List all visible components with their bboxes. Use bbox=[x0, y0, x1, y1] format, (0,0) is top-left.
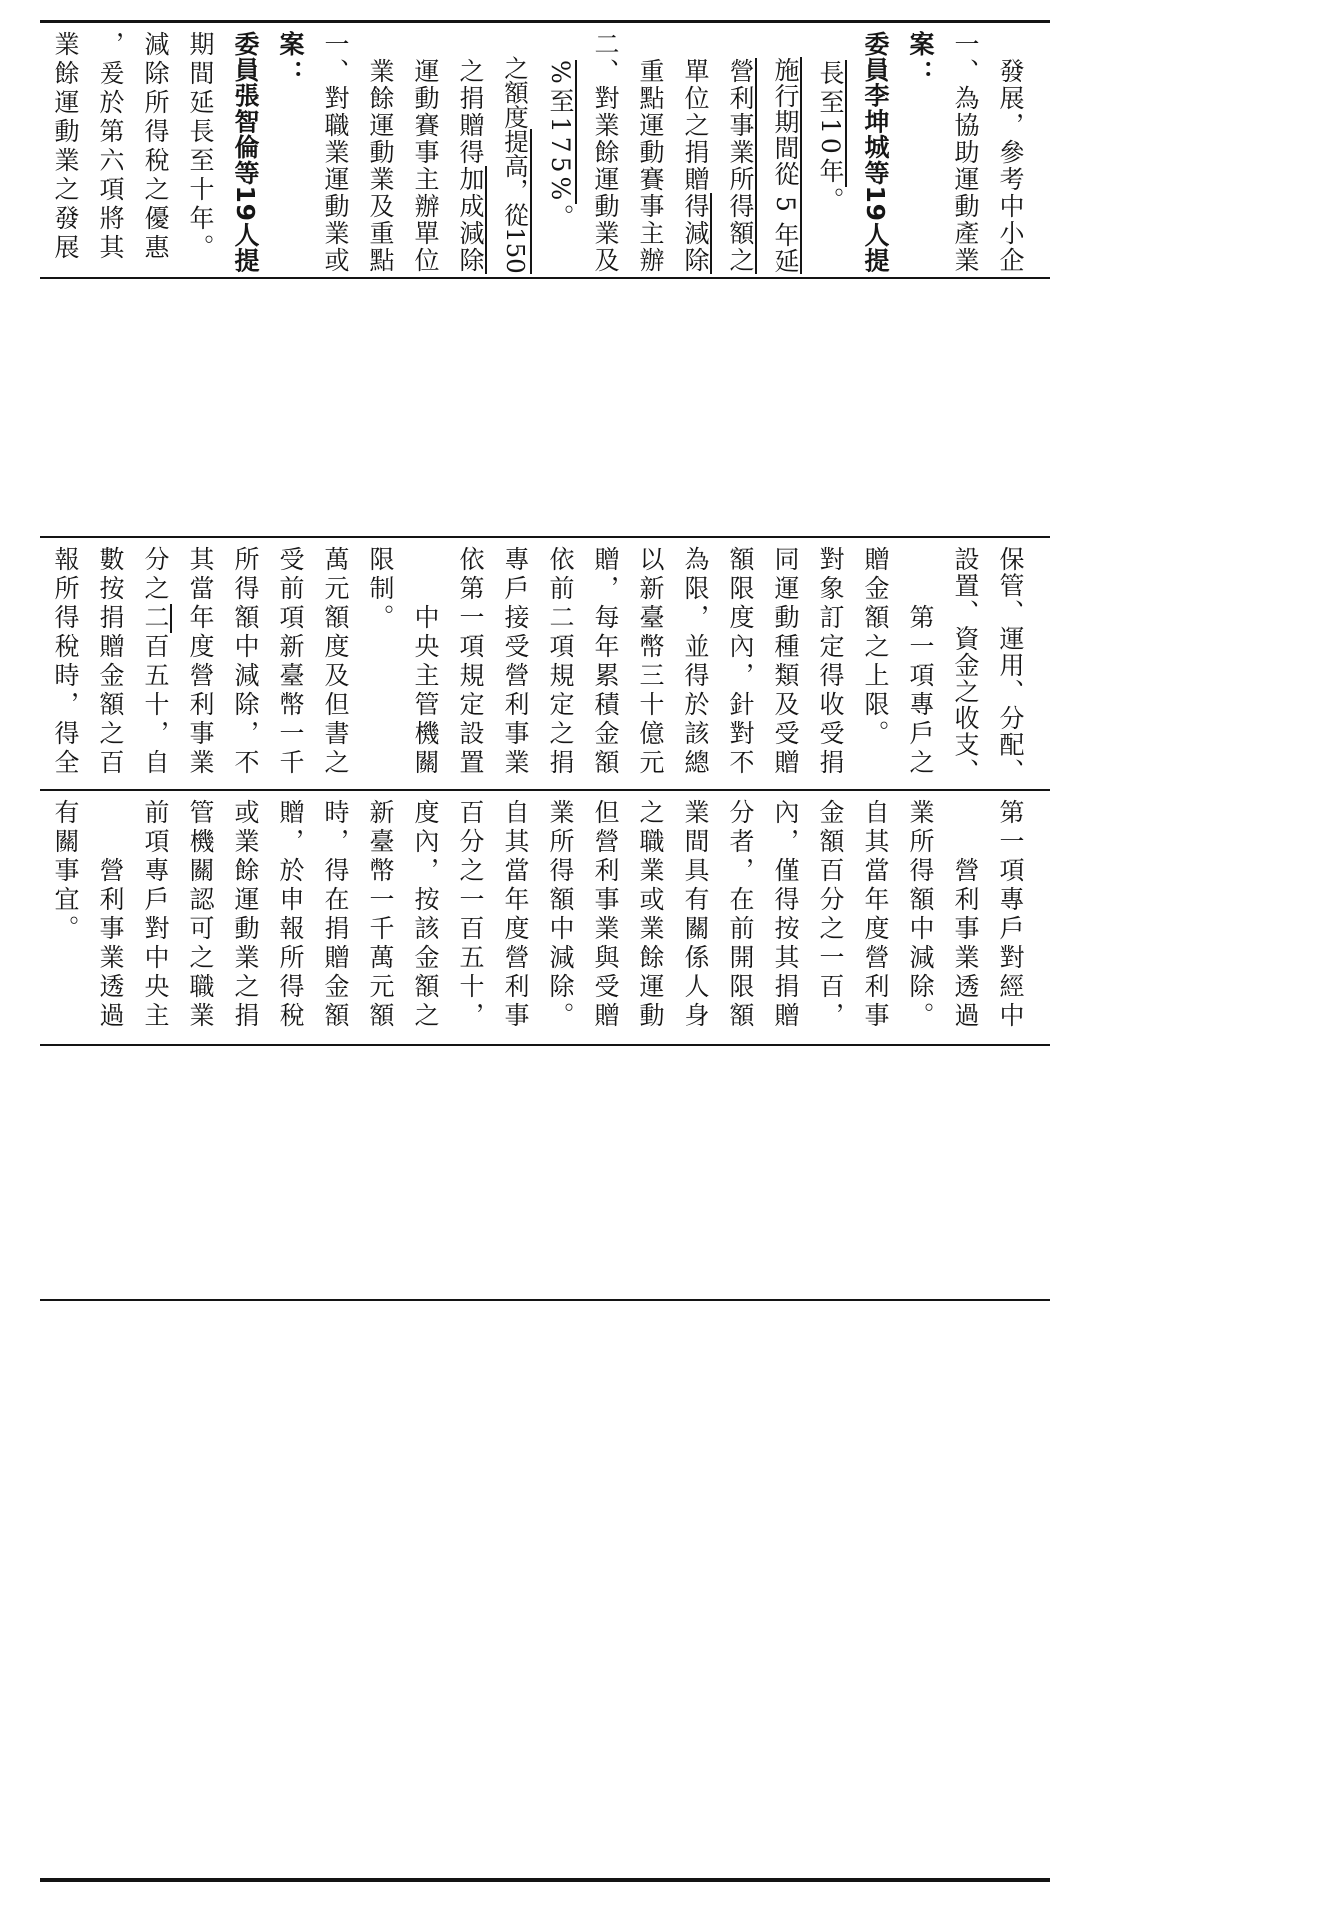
text-line bbox=[628, 546, 673, 786]
text-line-content bbox=[726, 31, 757, 274]
text-line bbox=[538, 546, 583, 786]
body-text: 度內，按該金額之 bbox=[411, 799, 440, 1031]
text-line-content bbox=[681, 31, 712, 274]
text-line bbox=[268, 546, 313, 786]
body-text: 限制。 bbox=[366, 546, 395, 633]
underlined-text: 得減除 bbox=[681, 193, 710, 274]
text-line-content bbox=[501, 799, 530, 1031]
text-line bbox=[358, 799, 403, 1042]
text-line-content bbox=[861, 546, 890, 749]
text-line-content bbox=[951, 31, 980, 274]
text-line bbox=[493, 31, 538, 274]
text-line-content bbox=[96, 31, 125, 263]
body-text: 贈，每年累積金額 bbox=[591, 546, 620, 778]
underlined-text: 施行期間從 5 年延 bbox=[771, 57, 800, 274]
text-line bbox=[853, 31, 898, 274]
text-line bbox=[538, 799, 583, 1042]
text-line-content bbox=[636, 546, 665, 778]
body-text bbox=[546, 31, 575, 60]
text-line-content bbox=[816, 546, 845, 778]
text-line-content bbox=[861, 31, 890, 273]
text-line bbox=[223, 546, 268, 786]
table-top-border bbox=[40, 20, 1050, 23]
underlined-text: 營利事業所得額之 bbox=[726, 58, 755, 274]
body-text: 報所得稅時，得全 bbox=[51, 546, 80, 778]
text-line-content bbox=[771, 546, 800, 778]
text-line bbox=[448, 546, 493, 786]
text-line bbox=[943, 799, 988, 1042]
horizontal-rule bbox=[40, 1044, 1050, 1046]
body-text: 中央主管機關 bbox=[411, 546, 440, 778]
text-line-content bbox=[591, 546, 620, 778]
text-line bbox=[133, 799, 178, 1042]
body-text: 之額度 bbox=[501, 31, 530, 129]
text-line bbox=[448, 31, 493, 274]
text-line bbox=[583, 546, 628, 786]
body-text: 重點運動賽事主辦 bbox=[636, 31, 665, 274]
text-line-content bbox=[681, 799, 710, 1031]
body-text: 萬元額度及但書之 bbox=[321, 546, 350, 778]
bold-heading-text: 案： bbox=[906, 31, 935, 89]
text-line bbox=[718, 31, 763, 274]
text-line bbox=[358, 546, 403, 786]
text-line bbox=[673, 31, 718, 274]
body-text: 依第一項規定設置 bbox=[456, 546, 485, 778]
text-line-content bbox=[591, 799, 620, 1031]
text-line bbox=[313, 31, 358, 274]
body-text: 業餘運動業之發展 bbox=[51, 31, 80, 263]
horizontal-rule bbox=[40, 536, 1050, 538]
body-text: 之職業或業餘運動 bbox=[636, 799, 665, 1031]
text-line bbox=[988, 31, 1033, 274]
text-line bbox=[43, 546, 88, 786]
text-line bbox=[493, 799, 538, 1042]
text-line-content bbox=[546, 546, 575, 778]
underlined-text: 提高，從150 bbox=[501, 129, 530, 274]
body-text: 一、為協助運動產業 bbox=[951, 31, 980, 274]
text-line bbox=[763, 546, 808, 786]
text-line bbox=[493, 546, 538, 786]
text-line bbox=[808, 799, 853, 1042]
text-line bbox=[853, 799, 898, 1042]
text-line bbox=[763, 799, 808, 1042]
text-line-content bbox=[816, 31, 847, 216]
text-line-content bbox=[996, 799, 1025, 1031]
bold-heading-text: 案： bbox=[276, 31, 305, 89]
text-line bbox=[223, 799, 268, 1042]
text-line-content bbox=[546, 31, 577, 233]
text-line-content bbox=[411, 799, 440, 1031]
text-line bbox=[538, 31, 583, 274]
text-line-content bbox=[141, 546, 172, 778]
text-line-content bbox=[996, 546, 1025, 785]
horizontal-rule bbox=[40, 277, 1050, 279]
text-line bbox=[178, 799, 223, 1042]
text-line-content bbox=[51, 546, 80, 778]
body-text: 新臺幣一千萬元額 bbox=[366, 799, 395, 1031]
text-line bbox=[718, 799, 763, 1042]
body-text: 一、對職業運動業或 bbox=[321, 31, 350, 274]
text-line bbox=[898, 31, 943, 274]
text-line-content bbox=[141, 31, 170, 263]
body-text: 單位之捐贈 bbox=[681, 31, 710, 193]
text-line bbox=[448, 799, 493, 1042]
text-line bbox=[178, 546, 223, 786]
text-line bbox=[268, 31, 313, 274]
body-text: 其當年度營利事業 bbox=[186, 546, 215, 778]
text-line bbox=[133, 546, 178, 786]
body-text: 期間延長至十年。 bbox=[186, 31, 215, 263]
text-line-content bbox=[906, 31, 935, 89]
text-line bbox=[88, 546, 133, 786]
text-line-content bbox=[906, 799, 935, 1031]
text-line-content bbox=[411, 31, 440, 274]
body-text: 時，得在捐贈金額 bbox=[321, 799, 350, 1031]
body-text: 額限度內，針對不 bbox=[726, 546, 755, 778]
text-line bbox=[313, 799, 358, 1042]
text-line bbox=[718, 546, 763, 786]
text-line-content bbox=[861, 799, 890, 1031]
text-line bbox=[808, 31, 853, 274]
text-line-content bbox=[456, 799, 485, 1031]
body-text: 百五十，自 bbox=[141, 633, 170, 778]
body-text: 金額百分之一百， bbox=[816, 799, 845, 1031]
body-text: 分之 bbox=[141, 546, 170, 604]
text-line-content bbox=[456, 546, 485, 778]
body-text: 。 bbox=[546, 204, 575, 234]
body-text: 數按捐贈金額之百 bbox=[96, 546, 125, 778]
body-text: 發展，參考中小企 bbox=[996, 31, 1025, 274]
text-line bbox=[88, 799, 133, 1042]
bold-heading-text: 委員李坤城等19人提 bbox=[861, 31, 890, 274]
text-line-content bbox=[366, 799, 395, 1031]
underlined-text: 加成減除 bbox=[456, 166, 485, 274]
text-line bbox=[628, 31, 673, 274]
body-text: 自其當年度營利事 bbox=[861, 799, 890, 1031]
text-line-content bbox=[96, 799, 125, 1031]
body-text: 依前二項規定之捐 bbox=[546, 546, 575, 778]
body-text: 業間具有關係人身 bbox=[681, 799, 710, 1031]
body-text: 設置、資金之收支、 bbox=[951, 546, 980, 785]
text-line-content bbox=[906, 546, 935, 778]
body-text: 。 bbox=[816, 186, 845, 216]
body-text: 前項專戶對中央主 bbox=[141, 799, 170, 1031]
text-line bbox=[673, 799, 718, 1042]
text-line-content bbox=[51, 31, 80, 263]
text-line bbox=[583, 31, 628, 274]
text-line bbox=[808, 546, 853, 786]
text-line bbox=[223, 31, 268, 274]
text-line bbox=[943, 31, 988, 274]
text-line-content bbox=[366, 546, 395, 633]
text-line bbox=[358, 31, 403, 274]
underlined-text: 二 bbox=[141, 604, 170, 633]
text-line bbox=[628, 799, 673, 1042]
body-text: 營利事業透過 bbox=[96, 799, 125, 1031]
text-line-content bbox=[591, 31, 620, 274]
text-line-content bbox=[276, 31, 305, 89]
text-line-content bbox=[636, 31, 665, 274]
text-line bbox=[133, 31, 178, 274]
body-text: 專戶接受營利事業 bbox=[501, 546, 530, 778]
text-line bbox=[313, 546, 358, 786]
text-line-content bbox=[501, 31, 532, 274]
text-line bbox=[88, 31, 133, 274]
text-line-content bbox=[231, 799, 260, 1031]
current-article-text-band bbox=[43, 799, 1033, 1042]
text-line-content bbox=[231, 31, 260, 273]
body-text bbox=[771, 31, 800, 57]
body-text: 二、對業餘運動業及 bbox=[591, 31, 620, 274]
text-line bbox=[43, 31, 88, 274]
text-line-content bbox=[186, 799, 215, 1031]
explanation-text-band bbox=[43, 31, 1033, 274]
text-line-content bbox=[816, 799, 845, 1031]
body-text: 有關事宜。 bbox=[51, 799, 80, 944]
text-line-content bbox=[51, 799, 80, 944]
text-line bbox=[403, 546, 448, 786]
text-line-content bbox=[276, 546, 305, 778]
text-line-content bbox=[186, 546, 215, 778]
body-text: 業所得額中減除。 bbox=[546, 799, 575, 1031]
text-line bbox=[673, 546, 718, 786]
body-text: 同運動種類及受贈 bbox=[771, 546, 800, 778]
text-line bbox=[988, 799, 1033, 1042]
text-line bbox=[268, 799, 313, 1042]
text-line bbox=[583, 799, 628, 1042]
body-text: 減除所得稅之優惠 bbox=[141, 31, 170, 263]
body-text: 受前項新臺幣一千 bbox=[276, 546, 305, 778]
underlined-text: 長至10年 bbox=[816, 60, 845, 187]
text-line-content bbox=[771, 31, 802, 274]
text-line-content bbox=[951, 546, 980, 785]
text-line-content bbox=[231, 546, 260, 778]
text-line-content bbox=[951, 799, 980, 1031]
body-text: 以新臺幣三十億元 bbox=[636, 546, 665, 778]
text-line-content bbox=[321, 31, 350, 274]
body-text: 業餘運動業及重點 bbox=[366, 31, 395, 274]
body-text: 贈金額之上限。 bbox=[861, 546, 890, 749]
body-text: 分者，在前開限額 bbox=[726, 799, 755, 1031]
body-text: 內，僅得按其捐贈 bbox=[771, 799, 800, 1031]
text-line-content bbox=[546, 799, 575, 1031]
body-text: 贈，於申報所得稅 bbox=[276, 799, 305, 1031]
text-line-content bbox=[96, 546, 125, 778]
text-line-content bbox=[636, 799, 665, 1031]
body-text: 業所得額中減除。 bbox=[906, 799, 935, 1031]
body-text: 但營利事業與受贈 bbox=[591, 799, 620, 1031]
body-text: 對象訂定得收受捐 bbox=[816, 546, 845, 778]
body-text: 第一項專戶對經中 bbox=[996, 799, 1025, 1031]
amended-article-text-band bbox=[43, 546, 1033, 786]
body-text: 管機關認可之職業 bbox=[186, 799, 215, 1031]
text-line-content bbox=[321, 546, 350, 778]
underlined-text: %至175% bbox=[546, 60, 575, 205]
body-text: 運動賽事主辦單位 bbox=[411, 31, 440, 274]
body-text: 或業餘運動業之捐 bbox=[231, 799, 260, 1031]
text-line bbox=[178, 31, 223, 274]
text-line bbox=[43, 799, 88, 1042]
body-text: 百分之一百五十， bbox=[456, 799, 485, 1031]
text-line bbox=[898, 546, 943, 786]
text-line bbox=[988, 546, 1033, 786]
body-text bbox=[726, 31, 755, 58]
text-line-content bbox=[141, 799, 170, 1031]
body-text bbox=[816, 31, 845, 60]
body-text: 所得額中減除，不 bbox=[231, 546, 260, 778]
body-text: ，爰於第六項將其 bbox=[96, 31, 125, 263]
text-line-content bbox=[456, 31, 487, 274]
body-text: 保管、運用、分配、 bbox=[996, 546, 1025, 785]
text-line bbox=[943, 546, 988, 786]
horizontal-rule bbox=[40, 789, 1050, 791]
text-line-content bbox=[771, 799, 800, 1031]
text-line bbox=[403, 31, 448, 274]
text-line-content bbox=[726, 799, 755, 1031]
text-line-content bbox=[681, 546, 710, 778]
horizontal-rule bbox=[40, 1299, 1050, 1301]
table-bottom-border bbox=[40, 1878, 1050, 1882]
body-text: 之捐贈得 bbox=[456, 31, 485, 166]
text-line bbox=[763, 31, 808, 274]
body-text: 自其當年度營利事 bbox=[501, 799, 530, 1031]
body-text: 第一項專戶之 bbox=[906, 546, 935, 778]
text-line bbox=[898, 799, 943, 1042]
text-line bbox=[853, 546, 898, 786]
text-line-content bbox=[186, 31, 215, 263]
text-line bbox=[403, 799, 448, 1042]
text-line-content bbox=[726, 546, 755, 778]
text-line-content bbox=[501, 546, 530, 778]
body-text: 為限，並得於該總 bbox=[681, 546, 710, 778]
bold-heading-text: 委員張智倫等19人提 bbox=[231, 31, 260, 274]
text-line-content bbox=[276, 799, 305, 1031]
text-line-content bbox=[366, 31, 395, 274]
text-line-content bbox=[411, 546, 440, 778]
text-line-content bbox=[321, 799, 350, 1031]
text-line-content bbox=[996, 31, 1025, 274]
body-text: 營利事業透過 bbox=[951, 799, 980, 1031]
